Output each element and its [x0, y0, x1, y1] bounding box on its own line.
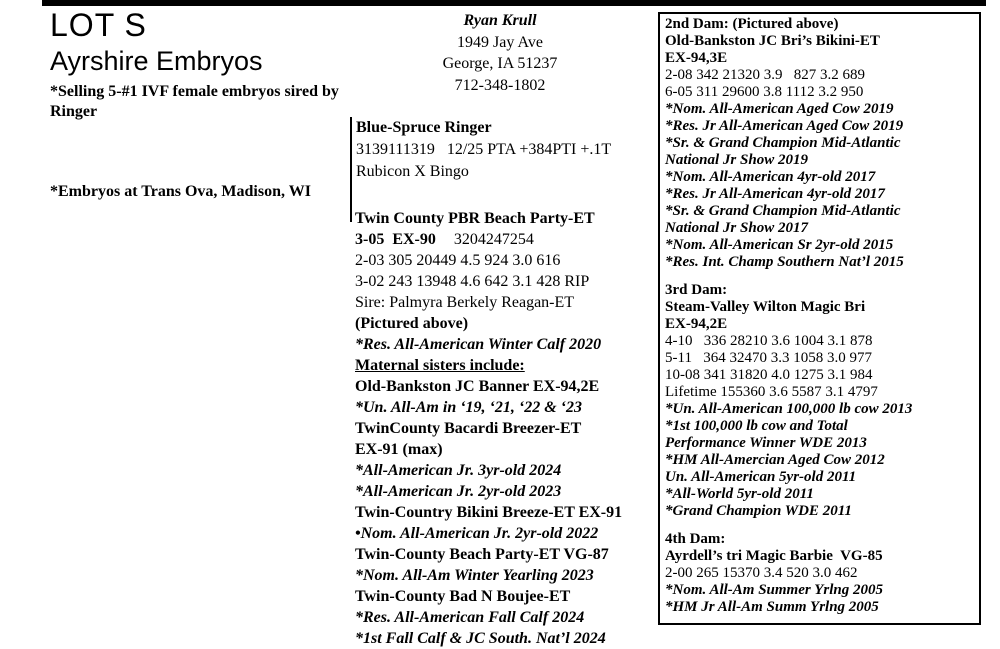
- sire-pedigree: Rubicon X Bingo: [356, 163, 469, 180]
- lot-subtitle: Ayrshire Embryos: [50, 46, 263, 76]
- sister-name: Twin-County Bad N Boujee-ET: [355, 588, 571, 605]
- third-dam-name: Steam-Valley Wilton Magic Bri: [665, 299, 866, 315]
- second-dam-award: National Jr Show 2019: [665, 152, 808, 168]
- consignor-city: George, IA 51237: [442, 55, 558, 72]
- dam-record: 2-03 305 20449 4.5 924 3.0 616: [355, 252, 561, 269]
- sire-name: Blue-Spruce Ringer: [356, 119, 492, 136]
- fourth-dam-record: 2-00 265 15370 3.4 520 3.0 462: [665, 565, 858, 581]
- fourth-dam-award: *HM Jr All-Am Summ Yrlng 2005: [665, 599, 879, 615]
- third-dam-record: Lifetime 155360 3.6 5587 3.1 4797: [665, 384, 878, 400]
- second-dam-award: *Res. Jr All-American 4yr-old 2017: [665, 186, 885, 202]
- location-note: *Embryos at Trans Ova, Madison, WI: [50, 183, 311, 200]
- top-rule: [42, 0, 986, 6]
- sister-name: Twin-Country Bikini Breeze-ET EX-91: [355, 504, 623, 521]
- sister-award: *All-American Jr. 2yr-old 2023: [355, 483, 562, 500]
- sister-award: *Un. All-Am in ‘19, ‘21, ‘22 & ‘23: [355, 399, 582, 416]
- second-dam-award: *Res. Int. Champ Southern Nat’l 2015: [665, 254, 904, 270]
- consignor-contact: [430, 10, 570, 96]
- third-dam-award: *Un. All-American 100,000 lb cow 2013: [665, 401, 913, 417]
- lot-title: LOT S: [50, 7, 147, 43]
- third-dam-award: Performance Winner WDE 2013: [665, 435, 867, 451]
- consignor-phone: 712-348-1802: [454, 76, 546, 94]
- sister-award: *All-American Jr. 3yr-old 2024: [355, 462, 562, 479]
- sister-award: *Nom. All-Am Winter Yearling 2023: [355, 567, 594, 584]
- sister-award: *Res. All-American Fall Calf 2024: [355, 609, 585, 626]
- sister-award: *1st Fall Calf & JC South. Nat’l 2024: [355, 630, 606, 647]
- second-dam-award: *Nom. All-American Sr 2yr-old 2015: [665, 237, 894, 253]
- third-dam-record: 4-10 336 28210 3.6 1004 3.1 878: [665, 333, 873, 349]
- second-dam-award: *Sr. & Grand Champion Mid-Atlantic: [665, 135, 901, 151]
- fourth-dam-name: Ayrdell’s tri Magic Barbie VG-85: [665, 548, 883, 564]
- dam-block: [355, 208, 655, 649]
- ancestry-box: [658, 12, 981, 625]
- second-dam-record: 2-08 342 21320 3.9 827 3.2 689: [665, 67, 865, 83]
- third-dam-heading: 3rd Dam:: [665, 282, 728, 298]
- sire-block: [350, 117, 611, 222]
- sister-name: Old-Bankston JC Banner EX-94,2E: [355, 378, 600, 395]
- consignor-name: Ryan Krull: [463, 12, 537, 29]
- third-dam-award: *HM All-Amercian Aged Cow 2012: [665, 452, 885, 468]
- second-dam-award: *Res. Jr All-American Aged Cow 2019: [665, 118, 904, 134]
- third-dam-award: Un. All-American 5yr-old 2011: [665, 469, 857, 485]
- dam-record: 3-02 243 13948 4.6 642 3.1 428 RIP: [355, 273, 590, 290]
- sire-info: 3139111319 12/25 PTA +384PTI +.1T: [356, 141, 612, 158]
- second-dam-award: National Jr Show 2017: [665, 220, 808, 236]
- dam-score-line: [355, 229, 655, 250]
- second-dam-award: *Nom. All-American Aged Cow 2019: [665, 101, 894, 117]
- second-dam-heading: 2nd Dam: (Pictured above): [665, 16, 839, 32]
- second-dam-record: 6-05 311 29600 3.8 1112 3.2 950: [665, 84, 864, 100]
- sister-award: •Nom. All-American Jr. 2yr-old 2022: [355, 525, 599, 542]
- dam-sire: Sire: Palmyra Berkely Reagan-ET: [355, 294, 575, 311]
- fourth-dam-heading: 4th Dam:: [665, 531, 726, 547]
- dam-reg: 3204247254: [453, 231, 534, 248]
- sisters-heading: Maternal sisters include:: [355, 357, 525, 374]
- second-dam-award: *Sr. & Grand Champion Mid-Atlantic: [665, 203, 901, 219]
- dam-award: *Res. All-American Winter Calf 2020: [355, 336, 602, 353]
- third-dam-record: 5-11 364 32470 3.3 1058 3.0 977: [665, 350, 872, 366]
- second-dam-score: EX-94,3E: [665, 50, 728, 66]
- sister-name-cont: EX-91 (max): [355, 441, 443, 458]
- consignor-address: 1949 Jay Ave: [457, 33, 543, 51]
- dam-score: 3-05 EX-90: [355, 231, 436, 248]
- dam-pictured: (Pictured above): [355, 315, 469, 332]
- third-dam-record: 10-08 341 31820 4.0 1275 3.1 984: [665, 367, 873, 383]
- fourth-dam-award: *Nom. All-Am Summer Yrlng 2005: [665, 582, 883, 598]
- second-dam-award: *Nom. All-American 4yr-old 2017: [665, 169, 876, 185]
- dam-name: Twin County PBR Beach Party-ET: [355, 210, 595, 227]
- sister-name: Twin-County Beach Party-ET VG-87: [355, 546, 609, 563]
- third-dam-score: EX-94,2E: [665, 316, 728, 332]
- third-dam-award: *All-World 5yr-old 2011: [665, 486, 814, 502]
- selling-note: *Selling 5-#1 IVF female embryos sired by Ringer: [50, 83, 339, 120]
- third-dam-award: *1st 100,000 lb cow and Total: [665, 418, 848, 434]
- third-dam-award: *Grand Champion WDE 2011: [665, 503, 852, 519]
- second-dam-name: Old-Bankston JC Bri’s Bikini-ET: [665, 33, 880, 49]
- sister-name: TwinCounty Bacardi Breezer-ET: [355, 420, 582, 437]
